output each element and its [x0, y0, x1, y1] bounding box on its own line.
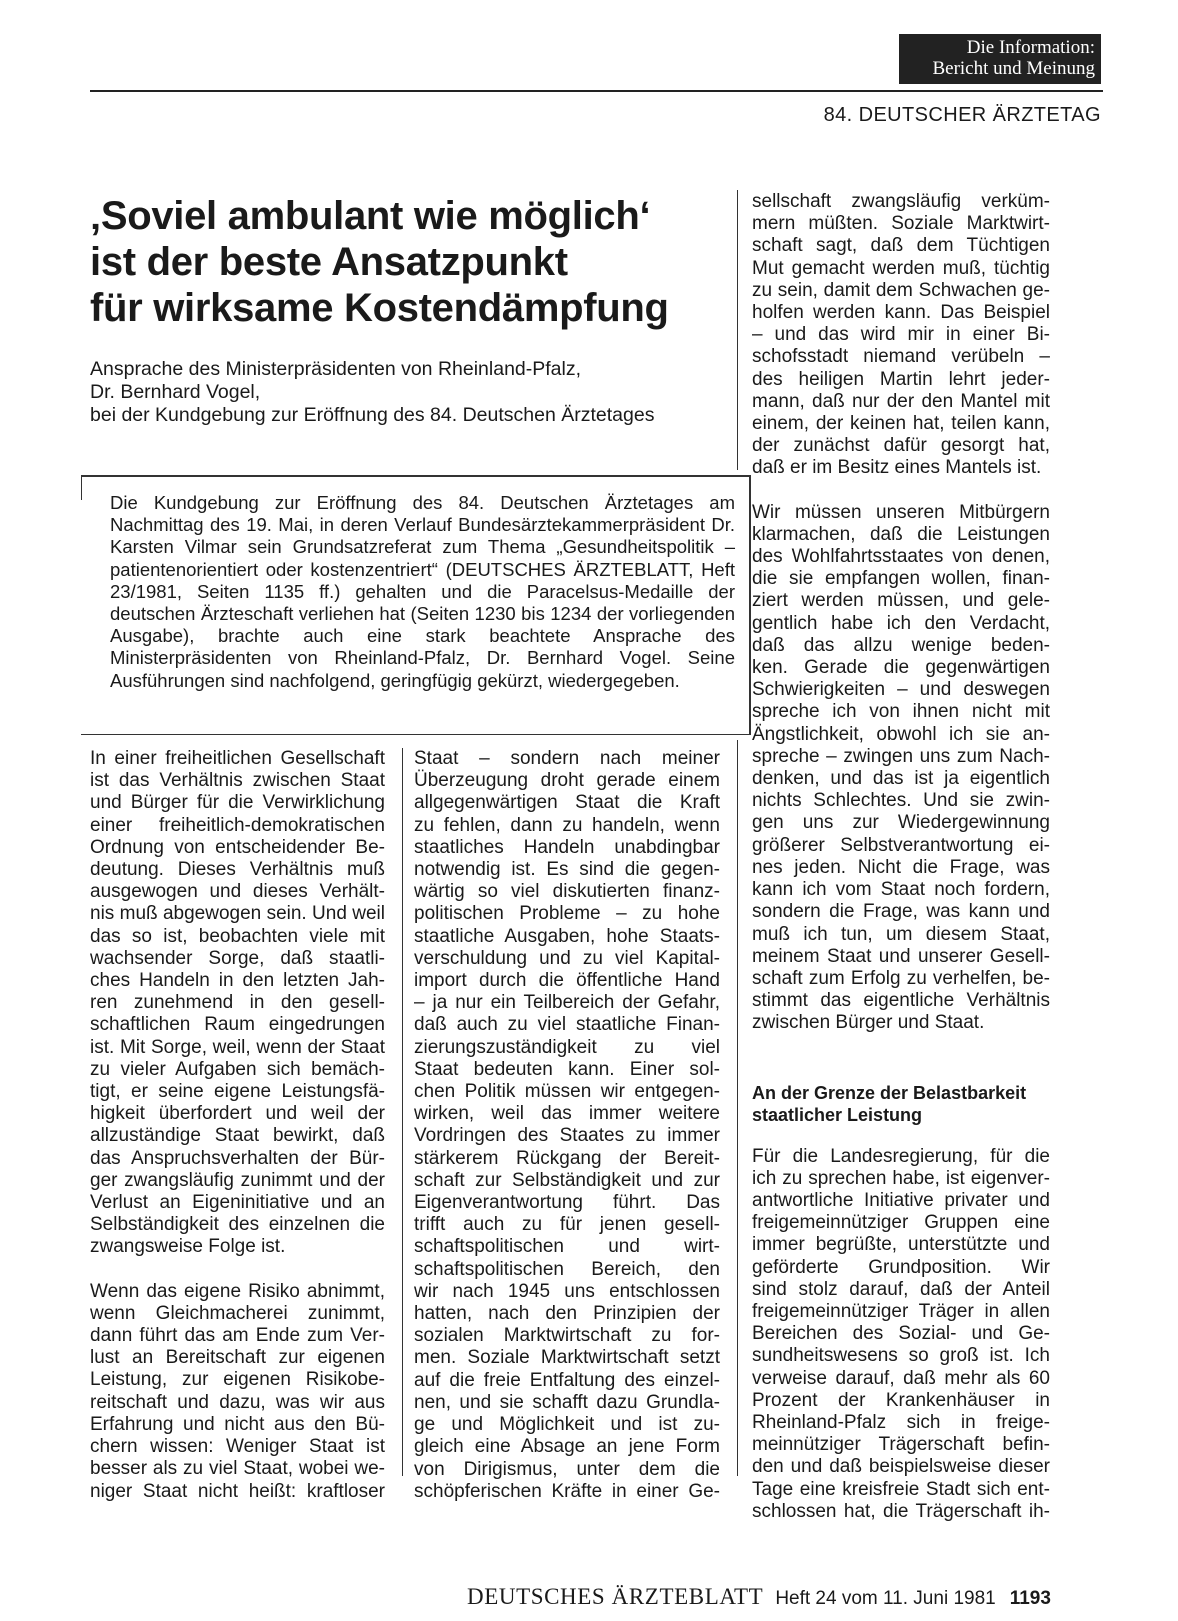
text-line: meinem Staat und unserer Gesell-	[752, 945, 1050, 967]
text-line: wir nach 1945 uns entschlossen	[414, 1280, 720, 1302]
section-subheading	[752, 1082, 1050, 1126]
text-line: sellschaft zwangsläufig verküm-	[752, 191, 1050, 212]
text-line: Leistung, zur eigenen Risikobe-	[90, 1369, 385, 1391]
column-2	[414, 748, 720, 1503]
text-line: meinnütziger Trägerschaft befin-	[752, 1434, 1050, 1456]
text-line: In einer freiheitlichen Gesellschaft	[90, 748, 385, 769]
text-line: Ängstlichkeit, obwohl ich sie an-	[752, 723, 1050, 745]
headline-line: ist der beste Ansatzpunkt	[90, 240, 568, 284]
text-line: men. Soziale Marktwirtschaft setzt	[414, 1347, 720, 1369]
column-3	[752, 191, 1050, 1523]
text-line: muß ich tun, um diesem Staat,	[752, 923, 1050, 945]
paragraph-gap	[90, 1259, 385, 1281]
text-line: daß er im Besitz eines Mantels ist.	[752, 457, 1042, 479]
text-line: holfen werden kann. Das Beispiel	[752, 302, 1050, 324]
text-line: schaft zur Selbständigkeit und zur	[414, 1169, 720, 1191]
text-line: spreche ich von ihnen nicht mit	[752, 701, 1050, 723]
subline-line: bei der Kundgebung zur Eröffnung des 84. Deutschen Ärztetages	[90, 404, 655, 426]
text-line: nen, und sie schafft dazu Grundla-	[414, 1391, 720, 1413]
text-line: wachsender Sorge, daß staatli-	[90, 947, 385, 969]
text-line: das so ist, beobachten viele mit	[90, 925, 385, 947]
text-line: schaft sagt, daß dem Tüchtigen	[752, 235, 1050, 257]
text-line: auf die freie Entfaltung des einzel-	[414, 1369, 720, 1391]
text-line: higkeit überfordert und weil der	[90, 1103, 385, 1125]
text-line: verschuldung und zu viel Kapital-	[414, 947, 720, 969]
text-line: gentlich habe ich den Verdacht,	[752, 612, 1050, 634]
text-line: – und das wird mir in einer Bi-	[752, 324, 1050, 346]
column-rule-right	[737, 740, 738, 1476]
text-line: dann führt das am Ende zum Ver-	[90, 1325, 385, 1347]
text-line: sind stolz darauf, daß der Anteil	[752, 1278, 1050, 1300]
text-line: reitschaft und dazu, was wir aus	[90, 1391, 385, 1413]
column-rule-mid	[402, 748, 403, 1476]
footer-journal: DEUTSCHES ÄRZTEBLATT	[467, 1584, 764, 1609]
text-line: zu fehlen, dann zu handeln, wenn	[414, 814, 720, 836]
text-line: Staat bedeuten kann. Einer sol-	[414, 1058, 720, 1080]
text-line: Staat – sondern nach meiner	[414, 748, 720, 769]
section-label: 84. DEUTSCHER ÄRZTETAG	[823, 104, 1101, 126]
intro-text	[110, 492, 735, 692]
text-line: daß das allzu wenige beden-	[752, 634, 1050, 656]
text-line: chen Politik müssen wir entgegen-	[414, 1081, 720, 1103]
text-line: hatten, nach den Prinzipien der	[414, 1303, 720, 1325]
text-line: Für die Landesregierung, für die	[752, 1145, 1050, 1167]
text-line: nes jeden. Nicht die Frage, was	[752, 856, 1050, 878]
text-line: wirken, weil das immer weitere	[414, 1103, 720, 1125]
text-line: staatliche Ausgaben, hohe Staats-	[414, 925, 720, 947]
text-line: wenn Gleichmacherei zunimmt,	[90, 1302, 385, 1324]
text-line: daß auch zu viel staatliche Finan-	[414, 1014, 720, 1036]
text-line: mern müßten. Soziale Marktwirt-	[752, 213, 1050, 235]
text-line: stimmt das eigentliche Verhältnis	[752, 990, 1050, 1012]
text-line: antwortliche Initiative privater und	[752, 1189, 1050, 1211]
headline-line: für wirksame Kostendämpfung	[90, 286, 669, 330]
text-line: schaft zum Erfolg zu verhelfen, be-	[752, 967, 1050, 989]
intro-paragraph: Die Kundgebung zur Eröffnung des 84. Deutschen Ärztetages am Nachmittag des 19. Mai, in deren Verlauf Bundesärztekammerpräsident Dr. Karsten Vilmar sein Grundsatzreferat zum Thema „Gesundheitspolitik – patientenorientiert oder kostenzentriert“ (DEUTSCHES ÄRZTEBLATT, Heft 23/1981, Seiten 1135 ff.) gehalten und die Paracelsus-Medaille der deutschen Ärzteschaft verliehen hat (Seiten 1230 bis 1234 der vorliegenden Ausgabe), brachte auch eine stark beachtete Ansprache des Ministerpräsidenten von Rheinland-Pfalz, Dr. Bernhard Vogel. Seine Ausführungen sind nachfolgend, geringfügig gekürzt, wiedergegeben.	[110, 492, 735, 691]
text-line: Wenn das eigene Risiko abnimmt,	[90, 1280, 385, 1302]
paragraph-gap	[752, 480, 1050, 502]
text-line: – ja nur ein Teilbereich der Gefahr,	[414, 992, 720, 1014]
text-line: ger zwangsläufig zunimmt und der	[90, 1169, 385, 1191]
paragraph-gap	[752, 1035, 1050, 1082]
column-rule-right	[737, 190, 738, 470]
text-line: schaftlichen Raum eingedrungen	[90, 1014, 385, 1036]
text-line: freigemeinnütziger Gruppen eine	[752, 1212, 1050, 1234]
text-line: Ordnung von entscheidender Be-	[90, 836, 385, 858]
text-line: ziert werden müssen, und gele-	[752, 590, 1050, 612]
text-line: import durch die öffentliche Hand	[414, 970, 720, 992]
text-line: chern wissen: Weniger Staat ist	[90, 1436, 385, 1458]
text-line: denken, und das ist ja eigentlich	[752, 768, 1050, 790]
text-line: ren zunehmend in den gesell-	[90, 992, 385, 1014]
article-headline	[90, 193, 730, 331]
text-line: lust an Bereitschaft zur eigenen	[90, 1347, 385, 1369]
text-line: Prozent der Krankenhäuser in	[752, 1389, 1050, 1411]
column-1	[90, 748, 385, 1503]
text-line: ken. Gerade die gegenwärtigen	[752, 657, 1050, 679]
text-line: Wir müssen unseren Mitbürgern	[752, 501, 1050, 523]
text-line: zwischen Bürger und Staat.	[752, 1012, 985, 1034]
text-line: Schwierigkeiten – und deswegen	[752, 679, 1050, 701]
text-line: Mut gemacht werden muß, tüchtig	[752, 257, 1050, 279]
text-line: gleich eine Absage an jene Form	[414, 1436, 720, 1458]
text-line: ist das Verhältnis zwischen Staat	[90, 770, 385, 792]
text-line: schöpferischen Kräfte in einer Ge-	[414, 1480, 720, 1502]
text-line: ausgewogen und dieses Verhält-	[90, 881, 385, 903]
subheading-line: An der Grenze der Belastbarkeit	[752, 1082, 1027, 1103]
text-line: tigt, er seine eigene Leistungsfä-	[90, 1081, 385, 1103]
text-line: allgegenwärtigen Staat die Kraft	[414, 792, 720, 814]
text-line: größerer Selbstverantwortung ei-	[752, 834, 1050, 856]
text-line: Selbständigkeit des einzelnen die	[90, 1214, 385, 1236]
text-line: geförderte Grundposition. Wir	[752, 1256, 1050, 1278]
subline-line: Dr. Bernhard Vogel,	[90, 381, 261, 403]
text-line: spreche – zwingen uns zum Nach-	[752, 745, 1050, 767]
text-line: trifft auch zu für jenen gesell-	[414, 1214, 720, 1236]
text-line: sundheitswesens so groß ist. Ich	[752, 1345, 1050, 1367]
text-line: schaftspolitischen Bereich, den	[414, 1258, 720, 1280]
text-line: ist. Mit Sorge, weil, wenn der Staat	[90, 1036, 385, 1058]
text-line: schofsstadt niemand verübeln –	[752, 346, 1050, 368]
header-rule	[90, 90, 1103, 92]
text-line: des Wohlfahrtsstaates von denen,	[752, 546, 1050, 568]
text-line: zwangsweise Folge ist.	[90, 1236, 286, 1258]
text-line: einem, der keinen hat, teilen kann,	[752, 413, 1050, 435]
text-line: notwendig ist. Es sind die gegen-	[414, 859, 720, 881]
text-line: Eigenverantwortung führt. Das	[414, 1192, 720, 1214]
text-line: Verlust an Eigeninitiative und an	[90, 1192, 385, 1214]
text-line: klarmachen, daß die Leistungen	[752, 523, 1050, 545]
text-line: ches Handeln in den letzten Jah-	[90, 970, 385, 992]
text-line: schlossen hat, die Trägerschaft ih-	[752, 1500, 1050, 1522]
rubric-line-1: Die Information:	[966, 37, 1095, 58]
text-line: der zunächst dafür gesorgt hat,	[752, 435, 1050, 457]
text-line: die sie empfangen wollen, finan-	[752, 568, 1050, 590]
text-line: freigemeinnütziger Träger in allen	[752, 1300, 1050, 1322]
text-line: sozialen Marktwirtschaft zu for-	[414, 1325, 720, 1347]
rubric-badge	[899, 34, 1101, 84]
text-line: von Dirigismus, unter dem die	[414, 1458, 720, 1480]
text-line: wärtig so viel diskutierten finanz-	[414, 881, 720, 903]
text-line: besser als zu viel Staat, wobei we-	[90, 1458, 385, 1480]
paragraph-gap	[752, 1126, 1050, 1146]
text-line: gen uns zur Wiedergewinnung	[752, 812, 1050, 834]
text-line: Vordringen des Staates zu immer	[414, 1125, 720, 1147]
text-line: Überzeugung droht gerade einem	[414, 770, 720, 792]
text-line: mann, daß nur der den Mantel mit	[752, 390, 1050, 412]
text-line: Bereichen des Sozial- und Ge-	[752, 1323, 1050, 1345]
footer-issue: Heft 24 vom 11. Juni 1981	[775, 1588, 996, 1609]
text-line: ich zu sprechen habe, ist eigenver-	[752, 1167, 1050, 1189]
text-line: Rheinland-Pfalz sich in freige-	[752, 1411, 1050, 1433]
subheading-line: staatlicher Leistung	[752, 1104, 923, 1125]
page-footer	[467, 1584, 1051, 1610]
text-line: niger Staat nicht heißt: kraftloser	[90, 1480, 385, 1502]
text-line: einer freiheitlich-demokratischen	[90, 814, 385, 836]
text-line: zu vieler Aufgaben sich bemäch-	[90, 1058, 385, 1080]
text-line: politischen Probleme – zu hohe	[414, 903, 720, 925]
text-line: nis muß abgewogen sein. Und weil	[90, 903, 385, 925]
text-line: ge und Möglichkeit und ist zu-	[414, 1414, 720, 1436]
text-line: deutung. Dieses Verhältnis muß	[90, 859, 385, 881]
article-subline	[90, 358, 654, 427]
page-number: 1193	[1009, 1588, 1051, 1609]
text-line: zierungszuständigkeit zu viel	[414, 1036, 720, 1058]
text-line: kann ich vom Staat noch fordern,	[752, 879, 1050, 901]
text-line: nichts Schlechtes. Und sie zwin-	[752, 790, 1050, 812]
text-line: zu sein, damit dem Schwachen ge-	[752, 279, 1050, 301]
text-line: sondern die Frage, was kann und	[752, 901, 1050, 923]
text-line: des heiligen Martin lehrt jeder-	[752, 368, 1050, 390]
text-line: und Bürger für die Verwirklichung	[90, 792, 385, 814]
text-line: stärkerem Rückgang der Bereit-	[414, 1147, 720, 1169]
text-line: schaftspolitischen und wirt-	[414, 1236, 720, 1258]
text-line: das Anspruchsverhalten der Bür-	[90, 1147, 385, 1169]
text-line: immer begrüßte, unterstützte und	[752, 1234, 1050, 1256]
subline-line: Ansprache des Ministerpräsidenten von Rheinland-Pfalz,	[90, 358, 582, 380]
intro-box-tick	[81, 475, 82, 500]
text-line: den und daß beispielsweise dieser	[752, 1456, 1050, 1478]
headline-line: ‚Soviel ambulant wie möglich‘	[90, 194, 651, 238]
text-line: staatliches Handeln unabdingbar	[414, 836, 720, 858]
rubric-line-2: Bericht und Meinung	[932, 58, 1095, 79]
text-line: allzuständige Staat bewirkt, daß	[90, 1125, 385, 1147]
text-line: verweise darauf, daß mehr als 60	[752, 1367, 1050, 1389]
text-line: Tage eine kreisfreie Stadt sich ent-	[752, 1478, 1050, 1500]
text-line: Erfahrung und nicht aus den Bü-	[90, 1413, 385, 1435]
